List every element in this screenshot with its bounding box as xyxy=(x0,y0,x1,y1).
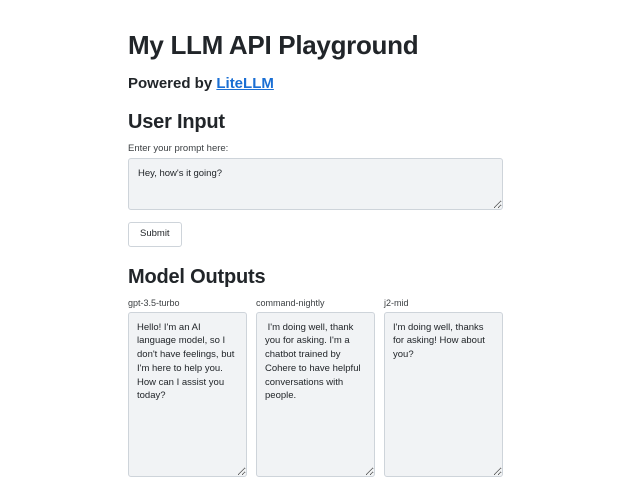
model-output-text[interactable] xyxy=(256,312,375,477)
prompt-label: Enter your prompt here: xyxy=(128,143,229,155)
model-output-column xyxy=(128,298,247,477)
powered-by-line xyxy=(128,75,512,92)
page-title: My LLM API Playground xyxy=(128,30,419,60)
powered-by-text: Powered by xyxy=(128,75,217,93)
model-name-label: j2-mid xyxy=(384,297,409,308)
litellm-link[interactable]: LiteLLM xyxy=(216,75,274,93)
model-output-text[interactable] xyxy=(128,312,247,477)
model-name-label: command-nightly xyxy=(256,297,325,308)
model-output-column xyxy=(384,298,503,477)
prompt-input[interactable] xyxy=(128,158,503,210)
model-output-text[interactable] xyxy=(384,312,503,477)
model-outputs-row xyxy=(128,298,512,477)
model-outputs-heading: Model Outputs xyxy=(128,265,266,288)
model-name-label: gpt-3.5-turbo xyxy=(128,297,180,308)
model-output-column xyxy=(256,298,375,477)
submit-button[interactable]: Submit xyxy=(128,222,182,246)
user-input-heading: User Input xyxy=(128,111,225,134)
